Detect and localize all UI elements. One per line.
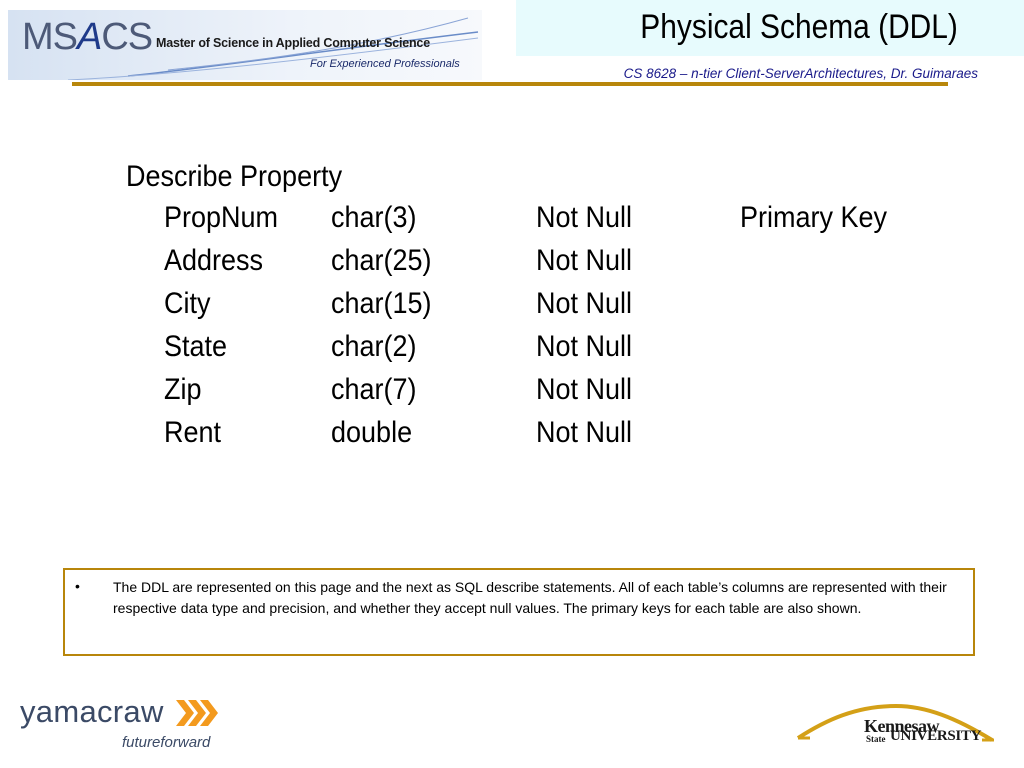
column-type: char(2) xyxy=(331,330,417,363)
column-type: double xyxy=(331,416,413,449)
yamacraw-word: yamacraw xyxy=(20,694,164,729)
column-null: Not Null xyxy=(536,416,633,449)
column-null: Not Null xyxy=(536,373,633,406)
column-type: char(15) xyxy=(331,287,432,320)
yamacraw-logo xyxy=(20,694,211,751)
logo-full-name: Master of Science in Applied Computer Science xyxy=(156,36,430,50)
ksu-kennesaw: Kennesaw xyxy=(864,716,940,736)
header-divider xyxy=(72,82,948,86)
column-null: Not Null xyxy=(536,287,633,320)
schema-row xyxy=(0,244,1024,287)
column-type: char(25) xyxy=(331,244,432,277)
msacs-logo xyxy=(8,10,482,80)
chevrons-icon xyxy=(176,698,220,728)
title-box xyxy=(516,0,1024,56)
note-bullet: • xyxy=(75,578,80,594)
schema-row xyxy=(0,201,1024,244)
ksu-logo xyxy=(796,700,996,752)
column-type: char(7) xyxy=(331,373,417,406)
column-null: Not Null xyxy=(536,244,633,277)
schema-row xyxy=(0,373,1024,416)
column-null: Not Null xyxy=(536,330,633,363)
note-text: The DDL are represented on this page and the next as SQL describe statements. All of each table’s columns are represented with their respective data type and precision, and whether they accept null values. The primary keys for each table are also shown. xyxy=(113,579,947,616)
schema-row xyxy=(0,416,1024,459)
describe-heading: Describe Property xyxy=(126,160,343,193)
column-name: State xyxy=(164,330,228,363)
schema-row xyxy=(0,287,1024,330)
ksu-university: UNIVERSITY xyxy=(890,728,982,744)
column-name: City xyxy=(164,287,211,320)
column-type: char(3) xyxy=(331,201,417,234)
ksu-state: State xyxy=(866,734,886,744)
column-name: Zip xyxy=(164,373,202,406)
course-subtitle: CS 8628 – n-tier Client-ServerArchitectures, Dr. Guimaraes xyxy=(623,66,978,81)
schema-row xyxy=(0,330,1024,373)
yamacraw-tagline: futureforward xyxy=(122,734,211,751)
logo-tagline: For Experienced Professionals xyxy=(310,58,460,70)
page-title: Physical Schema (DDL) xyxy=(640,8,958,46)
column-name: Rent xyxy=(164,416,222,449)
column-key: Primary Key xyxy=(740,201,888,234)
column-name: Address xyxy=(164,244,264,277)
notes-box xyxy=(63,568,975,656)
column-null: Not Null xyxy=(536,201,633,234)
column-name: PropNum xyxy=(164,201,279,234)
logo-mark: MSACS xyxy=(22,16,153,58)
